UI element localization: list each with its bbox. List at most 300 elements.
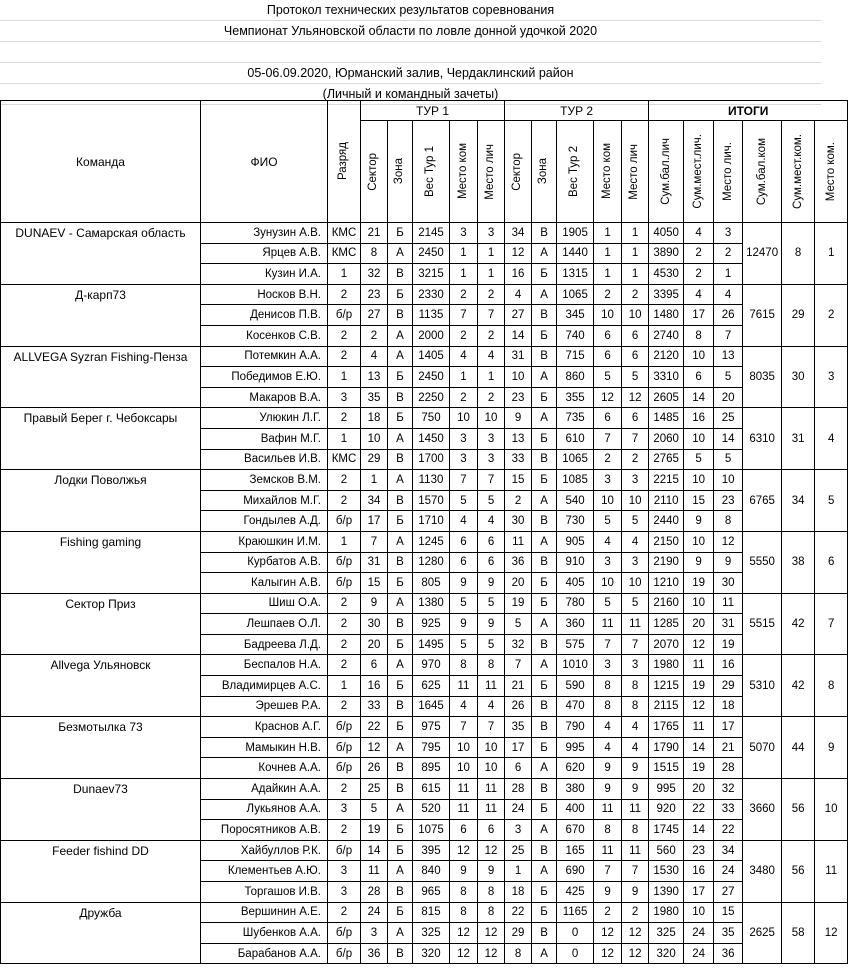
t2-place-ind: 11 xyxy=(622,614,649,635)
sum-places-ind: 9 xyxy=(684,552,714,573)
t1-place-ind: 1 xyxy=(478,264,505,285)
t2-zone: Б xyxy=(532,470,557,491)
t2-place-ind: 1 xyxy=(622,264,649,285)
participant-rank: 2 xyxy=(328,325,361,346)
t1-zone: В xyxy=(388,305,413,326)
t2-place-team: 5 xyxy=(594,593,622,614)
t2-zone: В xyxy=(532,779,557,800)
t1-place-team: 12 xyxy=(450,943,478,964)
t2-weight: 355 xyxy=(557,387,594,408)
participant-name: Гондылев А.Д. xyxy=(201,511,328,532)
t1-place-team: 10 xyxy=(450,408,478,429)
table-row xyxy=(1,531,848,552)
t2-place-team: 12 xyxy=(594,923,622,944)
col-t1-sector: Сектор xyxy=(361,121,388,223)
t1-sector: 34 xyxy=(361,490,388,511)
t1-place-team: 4 xyxy=(450,346,478,367)
t2-place-team: 8 xyxy=(594,696,622,717)
col-sum-points-ind: Сум.бал.лич xyxy=(649,121,684,223)
t2-weight: 740 xyxy=(557,325,594,346)
sum-points-ind: 2120 xyxy=(649,346,684,367)
t2-place-ind: 9 xyxy=(622,779,649,800)
team-sum-points: 5070 xyxy=(743,717,782,779)
t1-sector: 8 xyxy=(361,243,388,264)
team-place: 9 xyxy=(815,717,848,779)
t2-sector: 32 xyxy=(505,634,532,655)
t1-zone: А xyxy=(388,325,413,346)
t1-zone: Б xyxy=(388,840,413,861)
t1-weight: 1380 xyxy=(413,593,450,614)
participant-name: Поросятников А.В. xyxy=(201,820,328,841)
col-t1-place-ind: Место лич xyxy=(478,121,505,223)
t2-zone: А xyxy=(532,943,557,964)
place-ind-total: 8 xyxy=(714,511,743,532)
team-place: 3 xyxy=(815,346,848,408)
sum-points-ind: 1765 xyxy=(649,717,684,738)
date-location: 05-06.09.2020, Юрманский залив, Чердаклинский район xyxy=(0,63,821,84)
t1-sector: 2 xyxy=(361,325,388,346)
participant-rank: 3 xyxy=(328,861,361,882)
sum-points-ind: 1980 xyxy=(649,902,684,923)
t1-place-ind: 4 xyxy=(478,696,505,717)
t1-zone: А xyxy=(388,428,413,449)
t2-weight: 575 xyxy=(557,634,594,655)
sum-points-ind: 1530 xyxy=(649,861,684,882)
t2-weight: 425 xyxy=(557,882,594,903)
t1-sector: 25 xyxy=(361,779,388,800)
sum-places-ind: 19 xyxy=(684,573,714,594)
place-ind-total: 10 xyxy=(714,470,743,491)
t2-place-team: 3 xyxy=(594,655,622,676)
t1-place-team: 8 xyxy=(450,882,478,903)
t2-place-team: 6 xyxy=(594,325,622,346)
t1-weight: 840 xyxy=(413,861,450,882)
t1-zone: В xyxy=(388,882,413,903)
place-ind-total: 5 xyxy=(714,367,743,388)
participant-name: Вершинин А.Е. xyxy=(201,902,328,923)
t2-place-ind: 9 xyxy=(622,882,649,903)
t2-place-ind: 6 xyxy=(622,325,649,346)
sum-points-ind: 1485 xyxy=(649,408,684,429)
t2-weight: 405 xyxy=(557,573,594,594)
t2-place-team: 3 xyxy=(594,470,622,491)
team-place: 12 xyxy=(815,902,848,964)
t1-weight: 895 xyxy=(413,758,450,779)
t1-place-team: 8 xyxy=(450,655,478,676)
t2-zone: А xyxy=(532,243,557,264)
sum-places-ind: 17 xyxy=(684,305,714,326)
team-sum-points: 5550 xyxy=(743,531,782,593)
col-t2-sector: Сектор xyxy=(505,121,532,223)
participant-rank: 2 xyxy=(328,655,361,676)
t2-sector: 21 xyxy=(505,676,532,697)
t2-place-team: 2 xyxy=(594,449,622,470)
t2-zone: В xyxy=(532,346,557,367)
t1-zone: В xyxy=(388,552,413,573)
team-sum-points: 5310 xyxy=(743,655,782,717)
col-name: ФИО xyxy=(201,101,328,223)
participant-rank: 2 xyxy=(328,696,361,717)
t1-zone: В xyxy=(388,490,413,511)
t2-place-team: 12 xyxy=(594,387,622,408)
t1-sector: 19 xyxy=(361,820,388,841)
t2-sector: 2 xyxy=(505,490,532,511)
team-sum-points: 7615 xyxy=(743,284,782,346)
participant-rank: КМС xyxy=(328,223,361,244)
sum-places-ind: 8 xyxy=(684,325,714,346)
participant-name: Васильев И.В. xyxy=(201,449,328,470)
t2-place-team: 7 xyxy=(594,428,622,449)
t1-place-ind: 12 xyxy=(478,840,505,861)
t2-sector: 25 xyxy=(505,840,532,861)
t2-place-team: 11 xyxy=(594,614,622,635)
t1-sector: 30 xyxy=(361,614,388,635)
place-ind-total: 18 xyxy=(714,696,743,717)
place-ind-total: 14 xyxy=(714,428,743,449)
t2-place-team: 8 xyxy=(594,676,622,697)
sum-points-ind: 995 xyxy=(649,779,684,800)
participant-name: Лукьянов А.А. xyxy=(201,799,328,820)
team-sum-places: 56 xyxy=(782,779,815,841)
t1-zone: В xyxy=(388,779,413,800)
t2-zone: В xyxy=(532,223,557,244)
participant-name: Барабанов А.А. xyxy=(201,943,328,964)
t2-weight: 670 xyxy=(557,820,594,841)
t2-weight: 690 xyxy=(557,861,594,882)
t2-place-ind: 3 xyxy=(622,552,649,573)
t1-sector: 26 xyxy=(361,758,388,779)
participant-rank: КМС xyxy=(328,449,361,470)
place-ind-total: 23 xyxy=(714,490,743,511)
t2-zone: А xyxy=(532,367,557,388)
t2-place-ind: 10 xyxy=(622,573,649,594)
t2-place-team: 9 xyxy=(594,882,622,903)
team-name: DUNAEV - Самарская область xyxy=(1,223,201,285)
t1-zone: В xyxy=(388,696,413,717)
col-t1-weight: Вес Тур 1 xyxy=(413,121,450,223)
place-ind-total: 11 xyxy=(714,593,743,614)
team-sum-places: 38 xyxy=(782,531,815,593)
t1-place-team: 2 xyxy=(450,284,478,305)
t1-place-ind: 3 xyxy=(478,428,505,449)
sum-points-ind: 560 xyxy=(649,840,684,861)
t1-sector: 27 xyxy=(361,305,388,326)
table-row xyxy=(1,902,848,923)
team-name: Allvega Ульяновск xyxy=(1,655,201,717)
sum-points-ind: 325 xyxy=(649,923,684,944)
participant-name: Кузин И.А. xyxy=(201,264,328,285)
t1-place-team: 8 xyxy=(450,902,478,923)
place-ind-total: 22 xyxy=(714,820,743,841)
t1-sector: 9 xyxy=(361,593,388,614)
t1-sector: 3 xyxy=(361,923,388,944)
sum-places-ind: 12 xyxy=(684,634,714,655)
col-t2-zone: Зона xyxy=(532,121,557,223)
participant-name: Ярцев А.В. xyxy=(201,243,328,264)
t1-place-ind: 6 xyxy=(478,552,505,573)
t1-place-ind: 2 xyxy=(478,284,505,305)
t1-weight: 1645 xyxy=(413,696,450,717)
t1-place-ind: 11 xyxy=(478,779,505,800)
t2-zone: Б xyxy=(532,902,557,923)
t1-sector: 20 xyxy=(361,634,388,655)
sum-points-ind: 920 xyxy=(649,799,684,820)
t1-weight: 1405 xyxy=(413,346,450,367)
t1-zone: А xyxy=(388,655,413,676)
col-sum-places-team: Сум.мест.ком. xyxy=(782,121,815,223)
t1-zone: Б xyxy=(388,408,413,429)
t2-place-ind: 2 xyxy=(622,449,649,470)
sum-places-ind: 11 xyxy=(684,717,714,738)
participant-rank: 2 xyxy=(328,820,361,841)
team-sum-points: 2625 xyxy=(743,902,782,964)
place-ind-total: 35 xyxy=(714,923,743,944)
t2-place-team: 7 xyxy=(594,861,622,882)
sum-points-ind: 1210 xyxy=(649,573,684,594)
t2-place-team: 11 xyxy=(594,799,622,820)
sum-points-ind: 4050 xyxy=(649,223,684,244)
t1-place-team: 2 xyxy=(450,325,478,346)
t2-zone: В xyxy=(532,840,557,861)
sum-points-ind: 2190 xyxy=(649,552,684,573)
sum-places-ind: 4 xyxy=(684,223,714,244)
t2-sector: 26 xyxy=(505,696,532,717)
t1-place-ind: 10 xyxy=(478,408,505,429)
col-rank: Разряд xyxy=(328,101,361,223)
participant-rank: 1 xyxy=(328,367,361,388)
t2-sector: 29 xyxy=(505,923,532,944)
sum-points-ind: 2605 xyxy=(649,387,684,408)
sum-points-ind: 3890 xyxy=(649,243,684,264)
team-sum-points: 3660 xyxy=(743,779,782,841)
t2-zone: А xyxy=(532,861,557,882)
table-row xyxy=(1,655,848,676)
sum-points-ind: 2110 xyxy=(649,490,684,511)
sum-places-ind: 10 xyxy=(684,531,714,552)
t1-weight: 395 xyxy=(413,840,450,861)
t2-place-team: 12 xyxy=(594,943,622,964)
t1-zone: Б xyxy=(388,511,413,532)
t2-place-ind: 2 xyxy=(622,902,649,923)
t1-zone: А xyxy=(388,531,413,552)
place-ind-total: 13 xyxy=(714,346,743,367)
sum-points-ind: 2115 xyxy=(649,696,684,717)
participant-name: Хайбуллов Р.К. xyxy=(201,840,328,861)
t2-sector: 24 xyxy=(505,799,532,820)
t2-weight: 1065 xyxy=(557,449,594,470)
place-ind-total: 15 xyxy=(714,902,743,923)
team-name: Сектор Приз xyxy=(1,593,201,655)
team-sum-places: 31 xyxy=(782,408,815,470)
participant-name: Краюшкин И.М. xyxy=(201,531,328,552)
t1-weight: 1450 xyxy=(413,428,450,449)
t1-weight: 1135 xyxy=(413,305,450,326)
team-sum-points: 6310 xyxy=(743,408,782,470)
t1-weight: 975 xyxy=(413,717,450,738)
t2-sector: 16 xyxy=(505,264,532,285)
t1-place-ind: 9 xyxy=(478,614,505,635)
t2-sector: 27 xyxy=(505,305,532,326)
team-name: Правый Берег г. Чебоксары xyxy=(1,408,201,470)
place-ind-total: 12 xyxy=(714,531,743,552)
t2-zone: Б xyxy=(532,593,557,614)
t1-place-ind: 3 xyxy=(478,223,505,244)
t1-sector: 10 xyxy=(361,428,388,449)
t2-sector: 13 xyxy=(505,428,532,449)
participant-name: Торгашов И.В. xyxy=(201,882,328,903)
t2-place-ind: 7 xyxy=(622,634,649,655)
t2-weight: 1010 xyxy=(557,655,594,676)
team-sum-places: 42 xyxy=(782,655,815,717)
t2-place-team: 3 xyxy=(594,552,622,573)
team-sum-places: 30 xyxy=(782,346,815,408)
t2-sector: 1 xyxy=(505,861,532,882)
t1-place-ind: 2 xyxy=(478,387,505,408)
t2-place-ind: 3 xyxy=(622,655,649,676)
team-sum-places: 44 xyxy=(782,717,815,779)
t2-place-ind: 8 xyxy=(622,676,649,697)
t1-sector: 33 xyxy=(361,696,388,717)
table-row xyxy=(1,223,848,244)
t1-place-team: 9 xyxy=(450,614,478,635)
participant-name: Улюкин Л.Г. xyxy=(201,408,328,429)
t2-place-team: 10 xyxy=(594,490,622,511)
t1-sector: 22 xyxy=(361,717,388,738)
t1-place-team: 3 xyxy=(450,428,478,449)
table-row xyxy=(1,593,848,614)
participant-name: Земсков В.М. xyxy=(201,470,328,491)
t1-weight: 750 xyxy=(413,408,450,429)
championship-title: Чемпионат Ульяновской области по ловле донной удочкой 2020 xyxy=(0,21,821,42)
team-name: Д-карп73 xyxy=(1,284,201,346)
t1-weight: 1570 xyxy=(413,490,450,511)
t1-sector: 4 xyxy=(361,346,388,367)
participant-name: Зунузин А.В. xyxy=(201,223,328,244)
t2-zone: Б xyxy=(532,737,557,758)
t1-place-team: 5 xyxy=(450,593,478,614)
sum-points-ind: 2440 xyxy=(649,511,684,532)
t2-sector: 9 xyxy=(505,408,532,429)
place-ind-total: 5 xyxy=(714,449,743,470)
t1-weight: 320 xyxy=(413,943,450,964)
col-team: Команда xyxy=(1,101,201,223)
team-name: Dunaev73 xyxy=(1,779,201,841)
team-place: 7 xyxy=(815,593,848,655)
team-sum-points: 12470 xyxy=(743,223,782,285)
t2-zone: А xyxy=(532,614,557,635)
t1-place-ind: 4 xyxy=(478,511,505,532)
sum-places-ind: 14 xyxy=(684,737,714,758)
t2-weight: 1440 xyxy=(557,243,594,264)
t2-zone: А xyxy=(532,655,557,676)
t1-place-ind: 4 xyxy=(478,346,505,367)
participant-rank: б/р xyxy=(328,573,361,594)
t1-zone: Б xyxy=(388,634,413,655)
participant-name: Краснов А.Г. xyxy=(201,717,328,738)
sum-places-ind: 15 xyxy=(684,490,714,511)
t2-zone: А xyxy=(532,531,557,552)
t1-place-ind: 9 xyxy=(478,573,505,594)
t2-place-ind: 11 xyxy=(622,840,649,861)
t1-sector: 23 xyxy=(361,284,388,305)
t2-place-team: 4 xyxy=(594,717,622,738)
t1-weight: 925 xyxy=(413,614,450,635)
t2-place-ind: 10 xyxy=(622,490,649,511)
t1-sector: 17 xyxy=(361,511,388,532)
sum-places-ind: 14 xyxy=(684,387,714,408)
t2-place-ind: 4 xyxy=(622,531,649,552)
sum-places-ind: 17 xyxy=(684,882,714,903)
t2-sector: 23 xyxy=(505,387,532,408)
t2-zone: А xyxy=(532,284,557,305)
protocol-title: Протокол технических результатов соревнования xyxy=(0,0,821,21)
team-sum-points: 8035 xyxy=(743,346,782,408)
t1-place-ind: 8 xyxy=(478,882,505,903)
sum-points-ind: 1790 xyxy=(649,737,684,758)
place-ind-total: 28 xyxy=(714,758,743,779)
t2-place-team: 8 xyxy=(594,820,622,841)
t1-weight: 2450 xyxy=(413,367,450,388)
t2-sector: 14 xyxy=(505,325,532,346)
t2-sector: 33 xyxy=(505,449,532,470)
t1-sector: 15 xyxy=(361,573,388,594)
sum-places-ind: 5 xyxy=(684,449,714,470)
t2-sector: 31 xyxy=(505,346,532,367)
t1-zone: Б xyxy=(388,367,413,388)
t2-weight: 620 xyxy=(557,758,594,779)
t2-place-team: 6 xyxy=(594,346,622,367)
t1-sector: 28 xyxy=(361,882,388,903)
t2-zone: В xyxy=(532,634,557,655)
t1-weight: 625 xyxy=(413,676,450,697)
t2-place-team: 9 xyxy=(594,779,622,800)
t1-weight: 615 xyxy=(413,779,450,800)
team-name: Лодки Поволжья xyxy=(1,470,201,532)
participant-name: Лешпаев О.Л. xyxy=(201,614,328,635)
t2-place-ind: 5 xyxy=(622,367,649,388)
place-ind-total: 24 xyxy=(714,861,743,882)
t2-zone: В xyxy=(532,552,557,573)
t2-weight: 1905 xyxy=(557,223,594,244)
t2-place-ind: 12 xyxy=(622,943,649,964)
table-row xyxy=(1,840,848,861)
table-row xyxy=(1,408,848,429)
team-sum-places: 29 xyxy=(782,284,815,346)
participant-rank: б/р xyxy=(328,511,361,532)
col-place-team-total: Место ком. xyxy=(815,121,848,223)
t1-weight: 2250 xyxy=(413,387,450,408)
participant-rank: 2 xyxy=(328,408,361,429)
t1-zone: В xyxy=(388,943,413,964)
t2-sector: 5 xyxy=(505,614,532,635)
t2-place-ind: 2 xyxy=(622,284,649,305)
t1-place-ind: 8 xyxy=(478,655,505,676)
t1-sector: 24 xyxy=(361,902,388,923)
team-sum-places: 58 xyxy=(782,902,815,964)
sum-places-ind: 16 xyxy=(684,861,714,882)
t2-zone: В xyxy=(532,449,557,470)
sum-places-ind: 2 xyxy=(684,264,714,285)
place-ind-total: 33 xyxy=(714,799,743,820)
sum-places-ind: 11 xyxy=(684,655,714,676)
participant-name: Бадреева Л.Д. xyxy=(201,634,328,655)
sum-places-ind: 12 xyxy=(684,696,714,717)
participant-rank: б/р xyxy=(328,737,361,758)
t2-weight: 470 xyxy=(557,696,594,717)
t2-weight: 910 xyxy=(557,552,594,573)
t1-sector: 36 xyxy=(361,943,388,964)
sum-places-ind: 10 xyxy=(684,428,714,449)
